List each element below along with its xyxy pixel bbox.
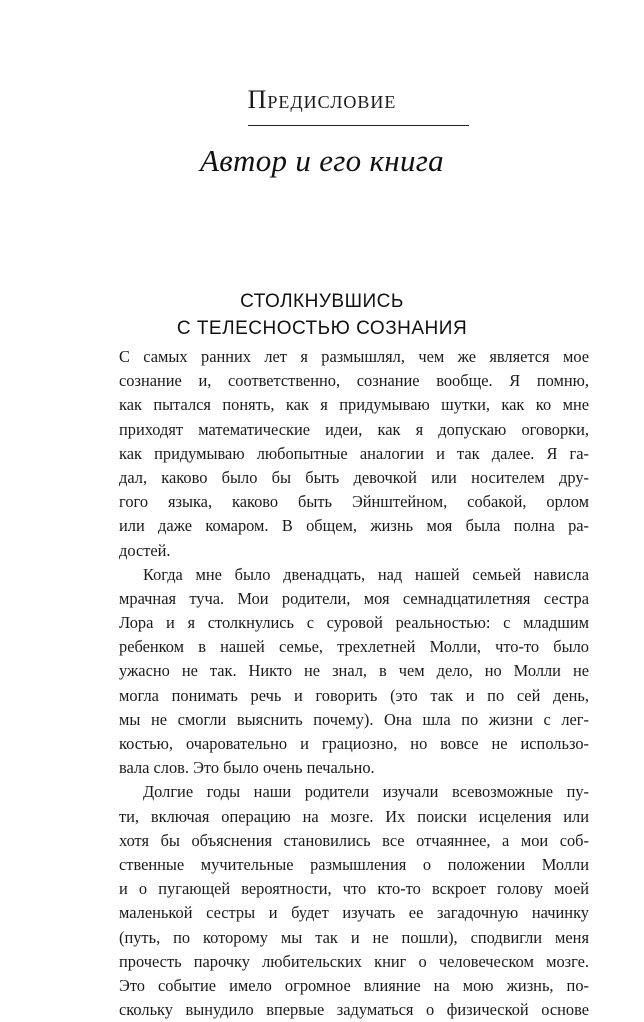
text-line: дал, каково было бы быть девочкой или носителем дру- (119, 467, 589, 487)
text-line: мы не смогли выяснить почему). Она шла по жизни с лег- (119, 709, 589, 729)
text-line: или даже комаром. В общем, жизнь моя была полна ра- (119, 516, 589, 536)
text-line: Это событие имело огромное влияние на мою жизнь, по- (119, 975, 589, 995)
section-heading (0, 288, 644, 342)
text-line: хотя бы объяснения становились все отчаяннее, а мои соб- (119, 830, 589, 850)
text-line: гого языка, каково быть Эйнштейном, собакой, орлом (119, 492, 589, 512)
text-line: ужасно не так. Никто не знал, в чем дело, но Молли не (119, 661, 589, 681)
text-line: как пытался понять, как я придумываю шутки, как ко мне (119, 395, 589, 415)
text-line: могла понимать речь и говорить (это так и по сей день, (119, 685, 589, 705)
text-line: сознание и, соответственно, сознание вообще. Я помню, (119, 371, 589, 391)
text-line: Лора и я столкнулись с суровой реальностью: с младшим (119, 613, 589, 633)
section-heading-line: С ТЕЛЕСНОСТЬЮ СОЗНАНИЯ (176, 318, 468, 339)
body-text (119, 345, 589, 1022)
text-line: ти, включая операцию на мозге. Их поиски исцеления или (119, 806, 589, 826)
text-line: (путь, по которому мы так и не пошли), сподвигли меня (119, 927, 589, 947)
text-line: С самых ранних лет я размышлял, чем же является мое (119, 347, 589, 366)
text-line: маленькой сестры и будет изучать ее загадочную начинку (119, 903, 589, 923)
preface-label: Предисловие (247, 85, 397, 114)
section-heading-line: СТОЛКНУВШИСЬ (240, 291, 404, 312)
text-line: мрачная туча. Мои родители, моя семнадцатилетняя сестра (119, 588, 589, 608)
text-line: приходят математические идеи, как я допускаю оговорки, (119, 419, 589, 439)
text-line: как придумываю любопытные аналогии и так далее. Я га- (119, 443, 589, 463)
text-line: прочесть парочку любительских книг о человеческом мозге. (119, 951, 589, 971)
title-divider (248, 125, 469, 126)
chapter-title: Автор и его книга (200, 143, 444, 178)
text-line: и о пугающей вероятности, что кто-то вскроет голову моей (119, 879, 589, 899)
text-line: Долгие годы наши родители изучали всевозможные пу- (143, 782, 589, 802)
text-line: ребенком в нашей семье, трехлетней Молли, что-то было (119, 637, 589, 657)
text-line: ственные мучительные размышления о положении Молли (119, 854, 589, 874)
text-line: вала слов. Это было очень печально. (119, 758, 375, 778)
text-line: скольку вынудило впервые задуматься о физической основе (119, 1000, 589, 1020)
text-line: Когда мне было двенадцать, над нашей семьей нависла (143, 564, 589, 584)
text-line: достей. (119, 540, 171, 560)
text-line: костью, очаровательно и грациозно, но вовсе не использо- (119, 734, 589, 753)
